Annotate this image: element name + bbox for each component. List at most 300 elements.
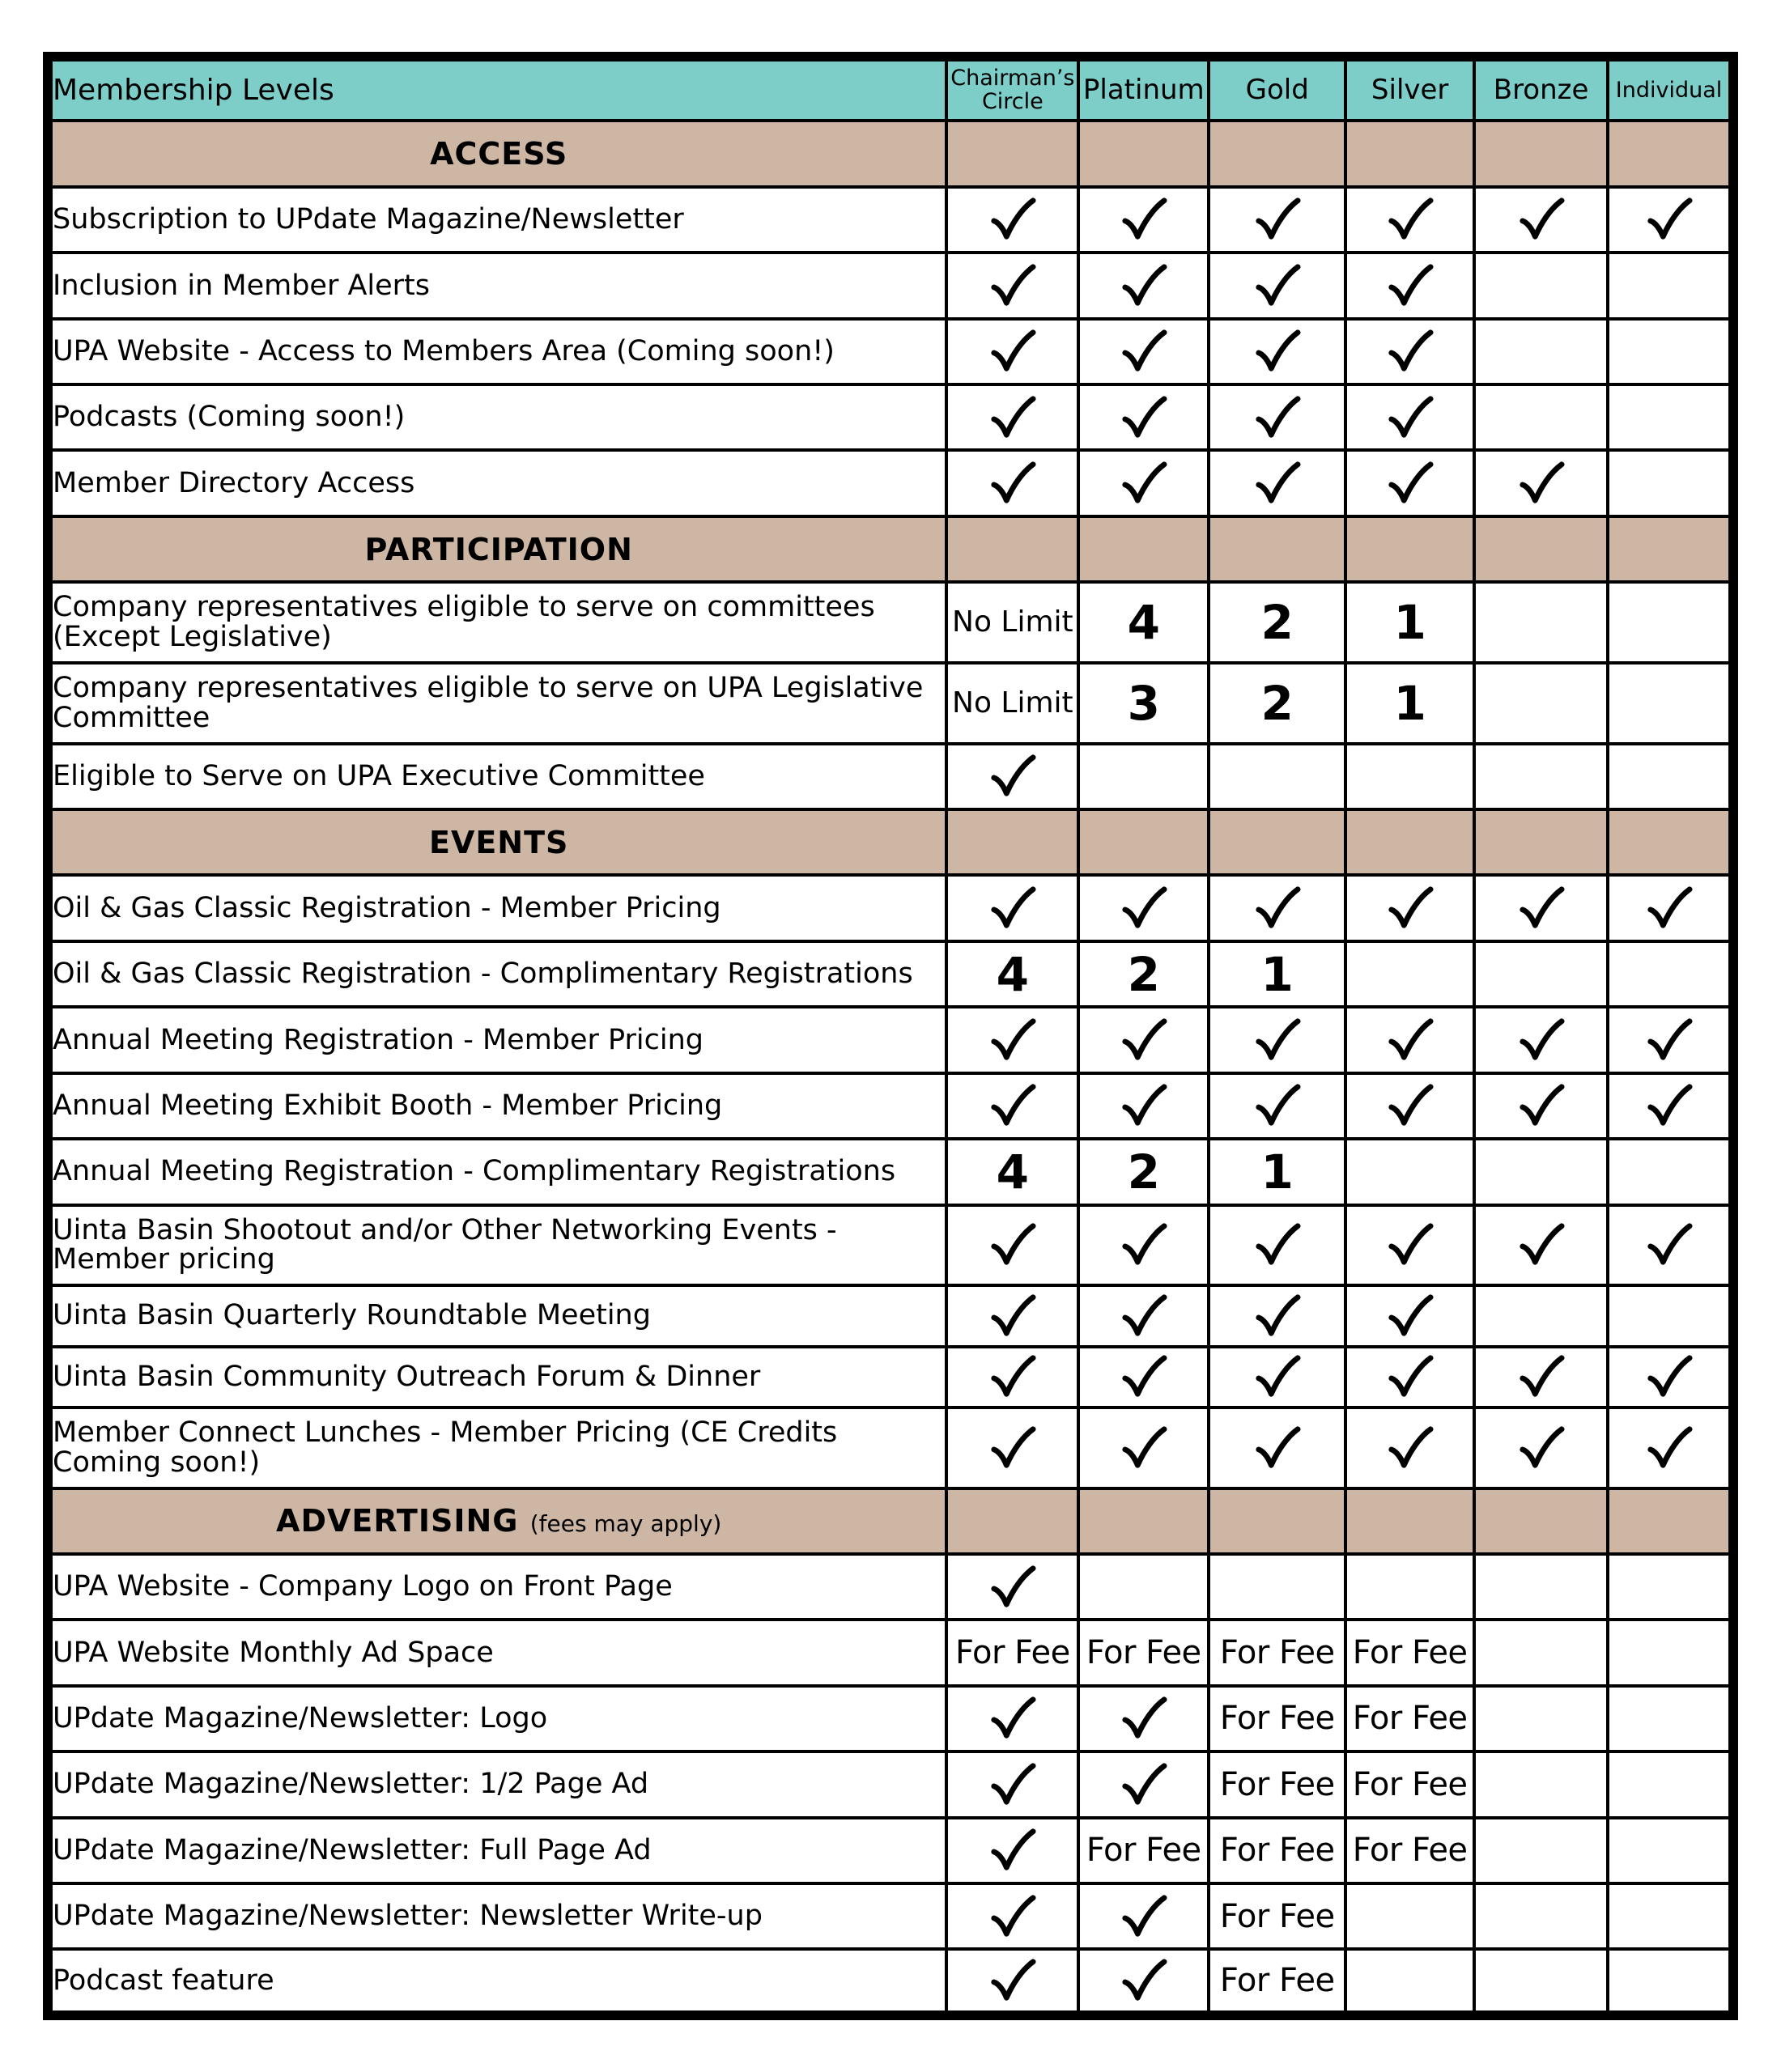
section-cell [1474, 809, 1608, 875]
section-cell [1474, 121, 1608, 186]
level-silver: Silver [1345, 57, 1474, 121]
section-row-participation [48, 516, 1733, 582]
checkmark-icon [1254, 1017, 1301, 1064]
cell-chairmans-circle [946, 1205, 1078, 1286]
checkmark-icon [989, 1827, 1036, 1874]
checkmark-icon [1518, 1017, 1565, 1064]
empty-cell [1474, 1949, 1608, 2015]
for-fee-value: For Fee [1219, 1634, 1335, 1672]
checkmark-icon [1254, 262, 1301, 309]
table-row [48, 253, 1733, 318]
cell-platinum [1078, 187, 1209, 253]
cell-platinum [1078, 1073, 1209, 1139]
cell-individual [1608, 875, 1733, 940]
section-cell [1345, 809, 1474, 875]
membership-table [43, 52, 1738, 2020]
section-title [48, 516, 946, 582]
checkmark-icon [1254, 460, 1301, 507]
checkmark-icon [989, 1353, 1036, 1400]
cell-gold [1209, 187, 1345, 253]
checkmark-icon [1646, 1017, 1693, 1064]
section-cell [1345, 516, 1474, 582]
empty-cell [1474, 582, 1608, 663]
section-cell [1345, 121, 1474, 186]
empty-cell [1345, 744, 1474, 809]
section-cell [1209, 121, 1345, 186]
table-row [48, 941, 1733, 1007]
section-cell [1608, 1488, 1733, 1554]
cell-silver [1345, 384, 1474, 450]
checkmark-icon [989, 394, 1036, 441]
section-cell [1078, 516, 1209, 582]
section-row-access [48, 121, 1733, 186]
cell-gold [1209, 1686, 1345, 1751]
for-fee-value: For Fee [1352, 1700, 1468, 1738]
for-fee-value: For Fee [1086, 1634, 1201, 1672]
cell-chairmans-circle [946, 384, 1078, 450]
checkmark-icon [1518, 1353, 1565, 1400]
checkmark-icon [1518, 460, 1565, 507]
section-cell [946, 809, 1078, 875]
checkmark-icon [1387, 460, 1434, 507]
empty-cell [1474, 663, 1608, 744]
empty-cell [1474, 1620, 1608, 1685]
checkmark-icon [989, 1564, 1036, 1611]
for-fee-value: For Fee [1219, 1962, 1335, 2000]
cell-chairmans-circle [946, 1347, 1078, 1408]
count-value: 4 [996, 946, 1030, 1002]
cell-platinum [1078, 1007, 1209, 1072]
level-gold: Gold [1209, 57, 1345, 121]
cell-gold [1209, 1007, 1345, 1072]
benefit-label: Uinta Basin Quarterly Roundtable Meeting [48, 1285, 946, 1346]
cell-bronze [1474, 1408, 1608, 1488]
section-cell [946, 121, 1078, 186]
cell-chairmans-circle [946, 663, 1078, 744]
cell-gold [1209, 1408, 1345, 1488]
section-cell [946, 516, 1078, 582]
empty-cell [1345, 941, 1474, 1007]
cell-silver [1345, 1620, 1474, 1685]
table-row [48, 1408, 1733, 1488]
checkmark-icon [989, 1293, 1036, 1340]
section-cell [1078, 121, 1209, 186]
cell-platinum [1078, 319, 1209, 384]
cell-gold [1209, 1285, 1345, 1346]
checkmark-icon [1387, 1424, 1434, 1471]
cell-bronze [1474, 875, 1608, 940]
empty-cell [1345, 1139, 1474, 1204]
empty-cell [1608, 1751, 1733, 1817]
checkmark-icon [1120, 885, 1167, 932]
checkmark-icon [1518, 1082, 1565, 1129]
for-fee-value: For Fee [1352, 1634, 1468, 1672]
benefit-label: Uinta Basin Community Outreach Forum & Dinner [48, 1347, 946, 1408]
cell-chairmans-circle [946, 187, 1078, 253]
cell-silver [1345, 1818, 1474, 1883]
benefit-label: UPdate Magazine/Newsletter: Full Page Ad [48, 1818, 946, 1883]
empty-cell [1474, 253, 1608, 318]
checkmark-icon [1387, 328, 1434, 375]
count-value: 3 [1127, 675, 1160, 731]
empty-cell [1345, 1554, 1474, 1620]
level-individual: Individual [1608, 57, 1733, 121]
checkmark-icon [989, 1695, 1036, 1742]
checkmark-icon [1387, 262, 1434, 309]
checkmark-icon [1518, 1424, 1565, 1471]
cell-platinum [1078, 1686, 1209, 1751]
cell-platinum [1078, 1949, 1209, 2015]
cell-platinum [1078, 1883, 1209, 1949]
cell-bronze [1474, 1073, 1608, 1139]
empty-cell [1608, 663, 1733, 744]
cell-platinum [1078, 1751, 1209, 1817]
cell-platinum [1078, 384, 1209, 450]
cell-platinum [1078, 941, 1209, 1007]
empty-cell [1474, 384, 1608, 450]
cell-chairmans-circle [946, 450, 1078, 516]
cell-bronze [1474, 187, 1608, 253]
cell-gold [1209, 875, 1345, 940]
table-row [48, 1285, 1733, 1346]
section-name: ACCESS [430, 136, 568, 172]
benefit-label: UPdate Magazine/Newsletter: 1/2 Page Ad [48, 1751, 946, 1817]
benefit-label: Subscription to UPdate Magazine/Newsletter [48, 187, 946, 253]
checkmark-icon [1387, 885, 1434, 932]
cell-chairmans-circle [946, 1408, 1078, 1488]
section-cell [1345, 1488, 1474, 1554]
cell-gold [1209, 1347, 1345, 1408]
cell-chairmans-circle [946, 875, 1078, 940]
cell-chairmans-circle [946, 1139, 1078, 1204]
checkmark-icon [989, 1424, 1036, 1471]
checkmark-icon [1254, 885, 1301, 932]
benefit-label: UPA Website - Access to Members Area (Coming soon!) [48, 319, 946, 384]
table-row [48, 1007, 1733, 1072]
cell-gold [1209, 1949, 1345, 2015]
table-row [48, 1554, 1733, 1620]
header-row [48, 57, 1733, 121]
empty-cell [1608, 1949, 1733, 2015]
level-chairmans-circle: Chairman’s Circle [946, 57, 1078, 121]
cell-platinum [1078, 1139, 1209, 1204]
benefit-label: Member Directory Access [48, 450, 946, 516]
checkmark-icon [1120, 1761, 1167, 1808]
cell-individual [1608, 1205, 1733, 1286]
cell-platinum [1078, 450, 1209, 516]
checkmark-icon [1254, 1424, 1301, 1471]
cell-platinum [1078, 582, 1209, 663]
cell-chairmans-circle [946, 1554, 1078, 1620]
cell-gold [1209, 384, 1345, 450]
table-row [48, 663, 1733, 744]
count-value: 1 [1393, 675, 1426, 731]
benefit-label: UPA Website Monthly Ad Space [48, 1620, 946, 1685]
checkmark-icon [1120, 262, 1167, 309]
checkmark-icon [1120, 460, 1167, 507]
benefit-label: Annual Meeting Exhibit Booth - Member Pricing [48, 1073, 946, 1139]
no-limit-value: No Limit [952, 605, 1073, 639]
empty-cell [1474, 941, 1608, 1007]
empty-cell [1474, 744, 1608, 809]
cell-platinum [1078, 1285, 1209, 1346]
section-cell [1608, 121, 1733, 186]
cell-gold [1209, 319, 1345, 384]
checkmark-icon [1518, 1221, 1565, 1268]
cell-platinum [1078, 1205, 1209, 1286]
empty-cell [1209, 744, 1345, 809]
checkmark-icon [989, 262, 1036, 309]
empty-cell [1608, 1139, 1733, 1204]
cell-individual [1608, 1347, 1733, 1408]
cell-silver [1345, 1686, 1474, 1751]
cell-gold [1209, 941, 1345, 1007]
cell-gold [1209, 450, 1345, 516]
cell-platinum [1078, 1620, 1209, 1685]
cell-bronze [1474, 450, 1608, 516]
for-fee-value: For Fee [1352, 1832, 1468, 1870]
empty-cell [1078, 1554, 1209, 1620]
section-cell [946, 1488, 1078, 1554]
checkmark-icon [989, 328, 1036, 375]
count-value: 2 [1127, 946, 1160, 1002]
section-row-advertising [48, 1488, 1733, 1554]
checkmark-icon [1387, 1353, 1434, 1400]
cell-chairmans-circle [946, 1686, 1078, 1751]
checkmark-icon [1120, 1017, 1167, 1064]
for-fee-value: For Fee [1219, 1897, 1335, 1935]
empty-cell [1608, 941, 1733, 1007]
section-cell [1209, 1488, 1345, 1554]
cell-platinum [1078, 663, 1209, 744]
checkmark-icon [1387, 1017, 1434, 1064]
checkmark-icon [1120, 394, 1167, 441]
benefit-label: UPdate Magazine/Newsletter: Newsletter Write-up [48, 1883, 946, 1949]
cell-gold [1209, 1818, 1345, 1883]
cell-bronze [1474, 1205, 1608, 1286]
section-cell [1209, 516, 1345, 582]
cell-gold [1209, 663, 1345, 744]
table-row [48, 1751, 1733, 1817]
checkmark-icon [1387, 394, 1434, 441]
for-fee-value: For Fee [1219, 1832, 1335, 1870]
cell-chairmans-circle [946, 744, 1078, 809]
count-value: 2 [1260, 675, 1294, 731]
cell-silver [1345, 1073, 1474, 1139]
no-limit-value: No Limit [952, 686, 1073, 720]
header-title: Membership Levels [48, 57, 946, 121]
checkmark-icon [1120, 1695, 1167, 1742]
empty-cell [1608, 384, 1733, 450]
benefit-label: Inclusion in Member Alerts [48, 253, 946, 318]
checkmark-icon [1387, 1293, 1434, 1340]
benefit-label: Oil & Gas Classic Registration - Complimentary Registrations [48, 941, 946, 1007]
cell-gold [1209, 582, 1345, 663]
section-cell [1608, 516, 1733, 582]
level-platinum: Platinum [1078, 57, 1209, 121]
checkmark-icon [989, 1957, 1036, 2004]
benefit-label: Annual Meeting Registration - Complimentary Registrations [48, 1139, 946, 1204]
section-cell [1209, 809, 1345, 875]
cell-silver [1345, 1007, 1474, 1072]
section-name: ADVERTISING [276, 1503, 519, 1539]
for-fee-value: For Fee [1219, 1700, 1335, 1738]
checkmark-icon [989, 1761, 1036, 1808]
checkmark-icon [1254, 1293, 1301, 1340]
section-title [48, 1488, 946, 1554]
cell-silver [1345, 582, 1474, 663]
checkmark-icon [989, 1017, 1036, 1064]
cell-chairmans-circle [946, 941, 1078, 1007]
for-fee-value: For Fee [1219, 1765, 1335, 1803]
table-row [48, 1686, 1733, 1751]
section-cell [1608, 809, 1733, 875]
checkmark-icon [1646, 885, 1693, 932]
section-note: (fees may apply) [529, 1510, 722, 1538]
empty-cell [1608, 1686, 1733, 1751]
section-name: EVENTS [428, 824, 569, 860]
cell-gold [1209, 253, 1345, 318]
cell-chairmans-circle [946, 1949, 1078, 2015]
cell-individual [1608, 1007, 1733, 1072]
table-row [48, 1620, 1733, 1685]
section-name: PARTICIPATION [364, 531, 633, 567]
checkmark-icon [989, 885, 1036, 932]
empty-cell [1608, 1620, 1733, 1685]
empty-cell [1078, 744, 1209, 809]
checkmark-icon [1254, 1082, 1301, 1129]
cell-platinum [1078, 1818, 1209, 1883]
table-row [48, 319, 1733, 384]
checkmark-icon [1646, 196, 1693, 243]
table-row [48, 1949, 1733, 2015]
empty-cell [1474, 1818, 1608, 1883]
benefit-label: Eligible to Serve on UPA Executive Committee [48, 744, 946, 809]
benefit-label: Company representatives eligible to serve on UPA Legislative Committee [48, 663, 946, 744]
section-row-events [48, 809, 1733, 875]
for-fee-value: For Fee [954, 1634, 1070, 1672]
table-row [48, 1347, 1733, 1408]
checkmark-icon [1120, 1424, 1167, 1471]
cell-chairmans-circle [946, 1751, 1078, 1817]
cell-chairmans-circle [946, 1285, 1078, 1346]
empty-cell [1608, 253, 1733, 318]
cell-gold [1209, 1205, 1345, 1286]
benefit-label: Oil & Gas Classic Registration - Member Pricing [48, 875, 946, 940]
checkmark-icon [1120, 1957, 1167, 2004]
empty-cell [1474, 1686, 1608, 1751]
empty-cell [1608, 1818, 1733, 1883]
section-cell [1078, 1488, 1209, 1554]
count-value: 1 [1393, 595, 1426, 651]
checkmark-icon [1254, 1221, 1301, 1268]
table-row [48, 582, 1733, 663]
empty-cell [1474, 1751, 1608, 1817]
benefit-label: Company representatives eligible to serve on committees (Except Legislative) [48, 582, 946, 663]
cell-platinum [1078, 1408, 1209, 1488]
table-row [48, 384, 1733, 450]
cell-gold [1209, 1883, 1345, 1949]
cell-gold [1209, 1073, 1345, 1139]
cell-silver [1345, 319, 1474, 384]
count-value: 1 [1260, 946, 1294, 1002]
checkmark-icon [1518, 196, 1565, 243]
for-fee-value: For Fee [1352, 1765, 1468, 1803]
section-cell [1078, 809, 1209, 875]
cell-silver [1345, 253, 1474, 318]
cell-chairmans-circle [946, 582, 1078, 663]
empty-cell [1474, 1883, 1608, 1949]
cell-silver [1345, 1408, 1474, 1488]
cell-platinum [1078, 253, 1209, 318]
benefit-label: UPdate Magazine/Newsletter: Logo [48, 1686, 946, 1751]
cell-silver [1345, 187, 1474, 253]
checkmark-icon [1120, 1893, 1167, 1940]
cell-gold [1209, 1751, 1345, 1817]
empty-cell [1608, 582, 1733, 663]
checkmark-icon [1387, 1082, 1434, 1129]
table-row [48, 450, 1733, 516]
benefit-label: Annual Meeting Registration - Member Pricing [48, 1007, 946, 1072]
table-row [48, 1818, 1733, 1883]
empty-cell [1608, 319, 1733, 384]
empty-cell [1608, 1883, 1733, 1949]
cell-platinum [1078, 1347, 1209, 1408]
table-row [48, 1883, 1733, 1949]
cell-gold [1209, 1139, 1345, 1204]
table-row [48, 1205, 1733, 1286]
cell-platinum [1078, 875, 1209, 940]
checkmark-icon [1254, 328, 1301, 375]
cell-silver [1345, 1285, 1474, 1346]
checkmark-icon [1120, 328, 1167, 375]
empty-cell [1474, 1139, 1608, 1204]
checkmark-icon [989, 753, 1036, 800]
count-value: 4 [1127, 595, 1160, 651]
cell-chairmans-circle [946, 1818, 1078, 1883]
empty-cell [1345, 1883, 1474, 1949]
empty-cell [1345, 1949, 1474, 2015]
checkmark-icon [1646, 1221, 1693, 1268]
empty-cell [1474, 1285, 1608, 1346]
empty-cell [1474, 319, 1608, 384]
cell-bronze [1474, 1007, 1608, 1072]
empty-cell [1608, 1285, 1733, 1346]
checkmark-icon [989, 460, 1036, 507]
section-title [48, 809, 946, 875]
empty-cell [1209, 1554, 1345, 1620]
checkmark-icon [989, 1893, 1036, 1940]
empty-cell [1608, 1554, 1733, 1620]
count-value: 4 [996, 1144, 1030, 1199]
checkmark-icon [1518, 885, 1565, 932]
cell-silver [1345, 1751, 1474, 1817]
cell-chairmans-circle [946, 319, 1078, 384]
cell-chairmans-circle [946, 253, 1078, 318]
count-value: 1 [1260, 1144, 1294, 1199]
benefit-label: UPA Website - Company Logo on Front Page [48, 1554, 946, 1620]
cell-individual [1608, 187, 1733, 253]
checkmark-icon [1646, 1424, 1693, 1471]
checkmark-icon [989, 196, 1036, 243]
count-value: 2 [1127, 1144, 1160, 1199]
cell-individual [1608, 1073, 1733, 1139]
table-row [48, 187, 1733, 253]
cell-chairmans-circle [946, 1883, 1078, 1949]
empty-cell [1608, 450, 1733, 516]
cell-silver [1345, 875, 1474, 940]
checkmark-icon [1254, 394, 1301, 441]
